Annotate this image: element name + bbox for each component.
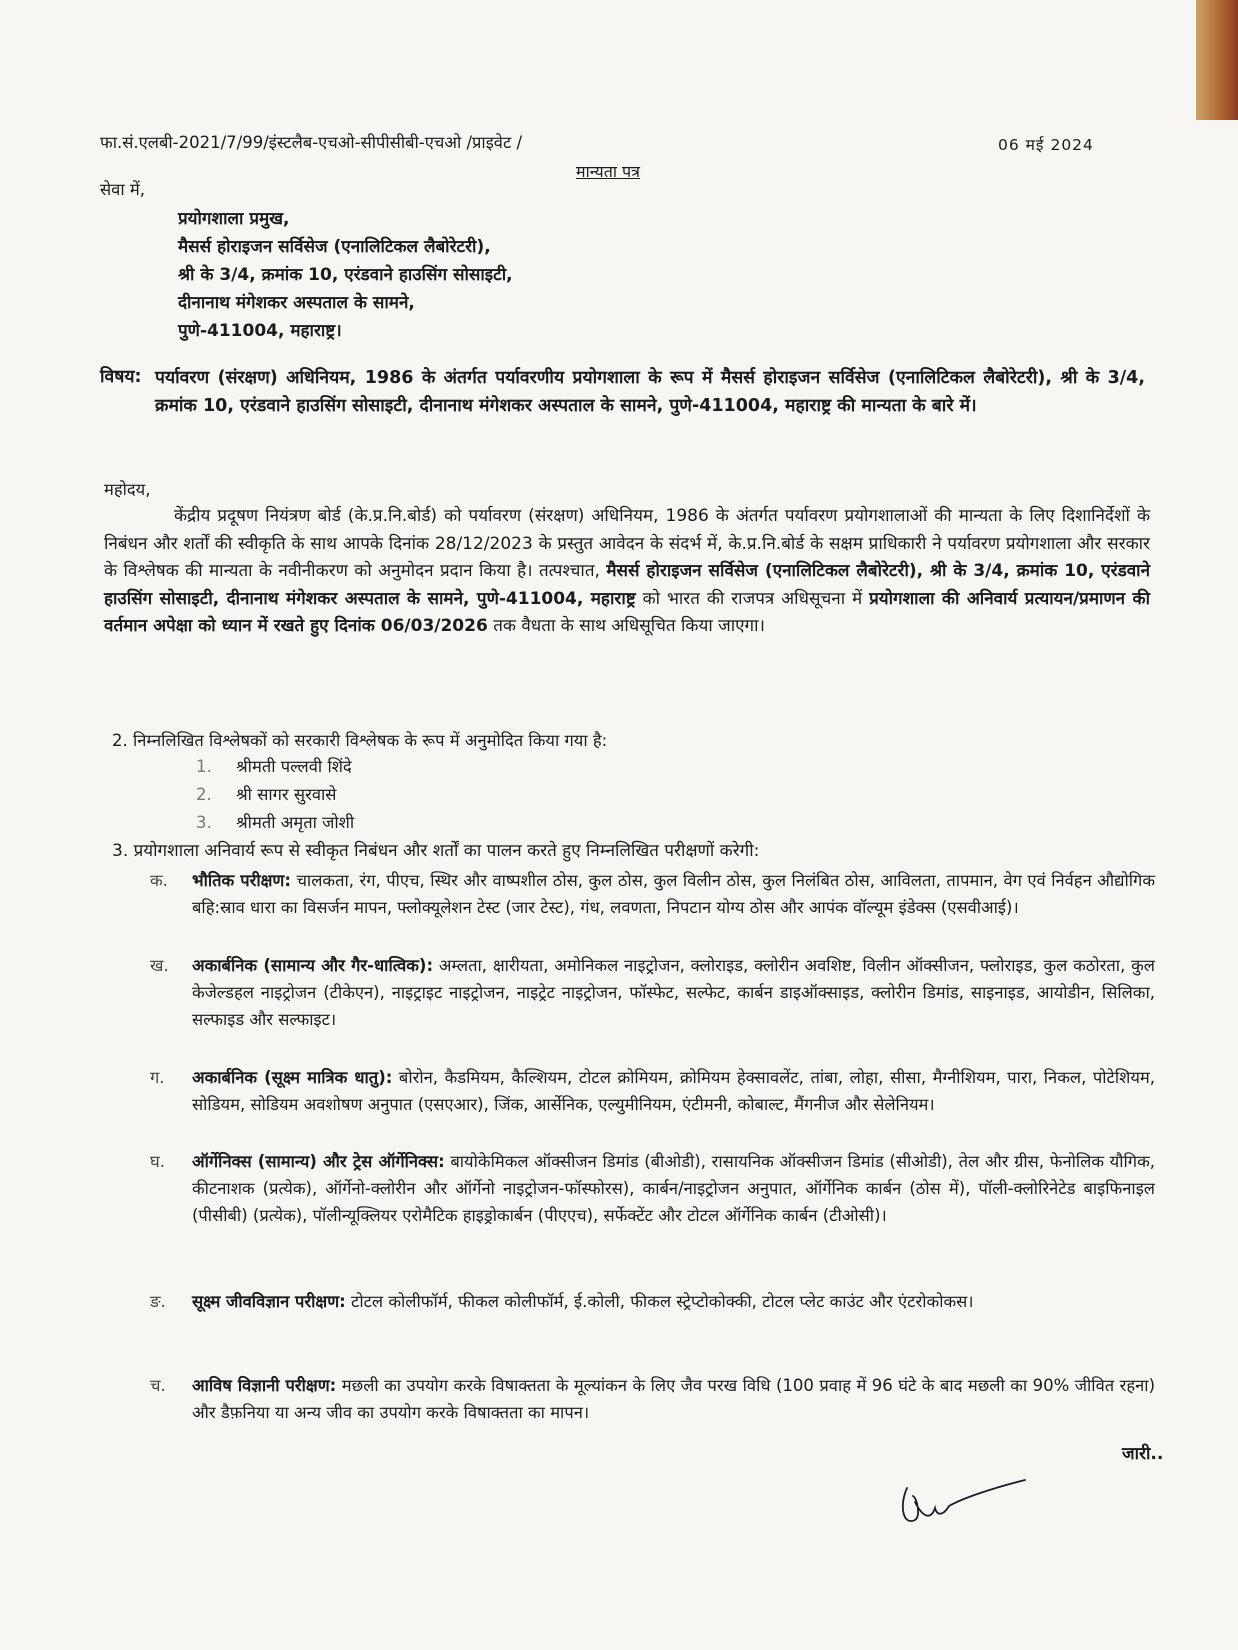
recipient-address xyxy=(178,205,513,345)
test-category: च. आविष विज्ञानी परीक्षण: मछली का उपयोग करके विषाक्तता के मूल्यांकन के लिए जैव परख विधि (100 प्रवाह में 96 घंटे के बाद मछली का 90% जीवित रहना) और डैफ़निया या अन्य जीव का उपयोग करके विषाक्तता का मापन। xyxy=(150,1376,1156,1422)
subject-label: विषय: xyxy=(100,367,142,387)
address-line: श्री के 3/4, क्रमांक 10, एरंडवाने हाउसिंग सोसाइटी, xyxy=(178,265,513,285)
document-title: मान्यता पत्र xyxy=(576,162,640,181)
tests-heading: 3. प्रयोगशाला अनिवार्य रूप से स्वीकृत निबंधन और शर्तों का पालन करते हुए निम्नलिखित परीक्षणों करेगी: xyxy=(112,841,760,861)
test-category: घ. ऑर्गेनिक्स (सामान्य) और ट्रेस ऑर्गेनिक्स: बायोकेमिकल ऑक्सीजन डिमांड (बीओडी), रासायनिक ऑक्सीजन डिमांड (सीओडी), तेल और ग्रीस, फेनोलिक यौगिक, कीटनाशक (प्रत्येक), ऑर्गेनो-क्लोरीन और ऑर्गेनो नाइट्रोजन-फॉस्फोरस), कार्बन/नाइट्रोजन अनुपात, ऑर्गेनिक कार्बन (ठोस में), पॉली-क्लोरिनेटेड बाइफिनाइल (पीसीबी) (प्रत्येक), पॉलीन्यूक्लियर एरोमैटिक हाइड्रोकार्बन (पीएएच), सर्फेक्टेंट और टोटल ऑर्गेनिक कार्बन (टीओसी)। xyxy=(150,1152,1155,1225)
lab-name-bold: मैसर्स होराइजन सर्विसेज (एनालिटिकल लैबोरेटरी), श्री के 3/4, क्रमांक 10, एरंडवाने हाउसिंग सोसाइटी, दीनानाथ मंगेशकर अस्पताल के सामने, पुणे-411004, महाराष्ट्र xyxy=(104,561,1150,609)
list-item: 2. श्री सागर सुरवासे xyxy=(196,785,337,804)
letter-date: 06 मई 2024 xyxy=(998,136,1094,154)
analyst-list xyxy=(196,753,354,837)
salutation-to: सेवा में, xyxy=(100,180,145,199)
address-line: प्रयोगशाला प्रमुख, xyxy=(178,209,290,229)
analysts-heading: 2. निम्नलिखित विश्लेषकों को सरकारी विश्लेषक के रूप में अनुमोदित किया गया है: xyxy=(112,731,608,750)
address-line: पुणे-411004, महाराष्ट्र। xyxy=(178,321,342,341)
reference-number: फा.सं.एलबी-2021/7/99/इंस्टलैब-एचओ-सीपीसीबी-एचओ /प्राइवेट / xyxy=(100,133,523,152)
list-item: 3. श्रीमती अमृता जोशी xyxy=(196,813,355,832)
para-text: केंद्रीय प्रदूषण नियंत्रण बोर्ड (के.प्र.नि.बोर्ड) को पर्यावरण (संरक्षण) अधिनियम, 1986 के अंतर्गत पर्यावरण प्रयोगशालाओं की मान्यता के लिए दिशानिर्देशों के निबंधन और शर्तों की स्वीकृति के साथ आपके दिनांक 28/12/2023 के प्रस्तुत आवेदन के संदर्भ में, के.प्र.नि.बोर्ड के सक्षम प्राधिकारी ने पर्यावरण प्रयोगशाला और सरकार के विश्लेषक की मान्यता के नवीनीकरण को अनुमोदन प्रदान किया है। तत्पश्चात, xyxy=(104,506,1150,581)
subject-text: पर्यावरण (संरक्षण) अधिनियम, 1986 के अंतर्गत पर्यावरणीय प्रयोगशाला के रूप में मैसर्स होराइजन सर्विसेज (एनालिटिकल लैबोरेटरी), श्री के 3/4, क्रमांक 10, एरंडवाने हाउसिंग सोसाइटी, दीनानाथ मंगेशकर अस्पताल के सामने, पुणे-411004, महाराष्ट्र की मान्यता के बारे में। xyxy=(155,368,1145,416)
para-text: को भारत की राजपत्र अधिसूचना में xyxy=(642,588,863,609)
test-category: ग. अकार्बनिक (सूक्ष्म मात्रिक धातु): बोरोन, कैडमियम, कैल्शियम, टोटल क्रोमियम, क्रोमियम हेक्सावलेंट, तांबा, लोहा, सीसा, मैग्नीशियम, पारा, निकल, पोटेशियम, सोडियम, सोडियम अवशोषण अनुपात (एसएआर), जिंक, आर्सेनिक, एल्युमीनियम, एंटीमनी, कोबाल्ट, मैंगनीज और सेलेनियम। xyxy=(150,1068,1156,1114)
test-category: ख. अकार्बनिक (सामान्य और गैर-धात्विक): अम्लता, क्षारीयता, अमोनिकल नाइट्रोजन, क्लोराइड, क्लोरीन अवशिष्ट, विलीन ऑक्सीजन, फ्लोराइड, कुल कठोरता, कुल केजेल्डहल नाइट्रोजन (टीकेएन), नाइट्राइट नाइट्रोजन, नाइट्रेट नाइट्रोजन, फॉस्फेट, सल्फेट, कार्बन डाइऑक्साइड, क्लोरीन डिमांड, साइनाइड, आयोडीन, सिलिका, सल्फाइड और सल्फाइट। xyxy=(150,956,1155,1029)
address-line: मैसर्स होराइजन सर्विसेज (एनालिटिकल लैबोरेटरी), xyxy=(178,237,491,257)
list-item: 1. श्रीमती पल्लवी शिंदे xyxy=(196,757,352,776)
salutation: महोदय, xyxy=(104,480,151,499)
test-category: क. भौतिक परीक्षण: चालकता, रंग, पीएच, स्थिर और वाष्पशील ठोस, कुल ठोस, कुल विलीन ठोस, कुल निलंबित ठोस, आविलता, तापमान, वेग एवं निर्वहन औद्योगिक बहि:स्राव धारा का विसर्जन मापन, फ्लोक्यूलेशन टेस्ट (जार टेस्ट), गंध, लवणता, निपटान योग्य ठोस और आपंक वॉल्यूम इंडेक्स (एसवीआई)। xyxy=(150,871,1155,917)
validity-bold: प्रयोगशाला की अनिवार्य प्रत्यायन/प्रमाणन की वर्तमान अपेक्षा को ध्यान में रखते हुए दिनांक 06/03/2026 xyxy=(104,588,1151,636)
address-line: दीनानाथ मंगेशकर अस्पताल के सामने, xyxy=(178,293,415,313)
main-paragraph xyxy=(104,503,1150,641)
signature xyxy=(893,1458,1033,1538)
continued-marker: जारी.. xyxy=(1122,1444,1164,1464)
para-text: तक वैधता के साथ अधिसूचित किया जाएगा। xyxy=(493,616,765,636)
test-category: ङ. सूक्ष्म जीवविज्ञान परीक्षण: टोटल कोलीफॉर्म, फीकल कोलीफॉर्म, ई.कोली, फीकल स्ट्रेप्टोकोक्की, टोटल प्लेट काउंट और एंटरोकोकस। xyxy=(150,1292,974,1311)
